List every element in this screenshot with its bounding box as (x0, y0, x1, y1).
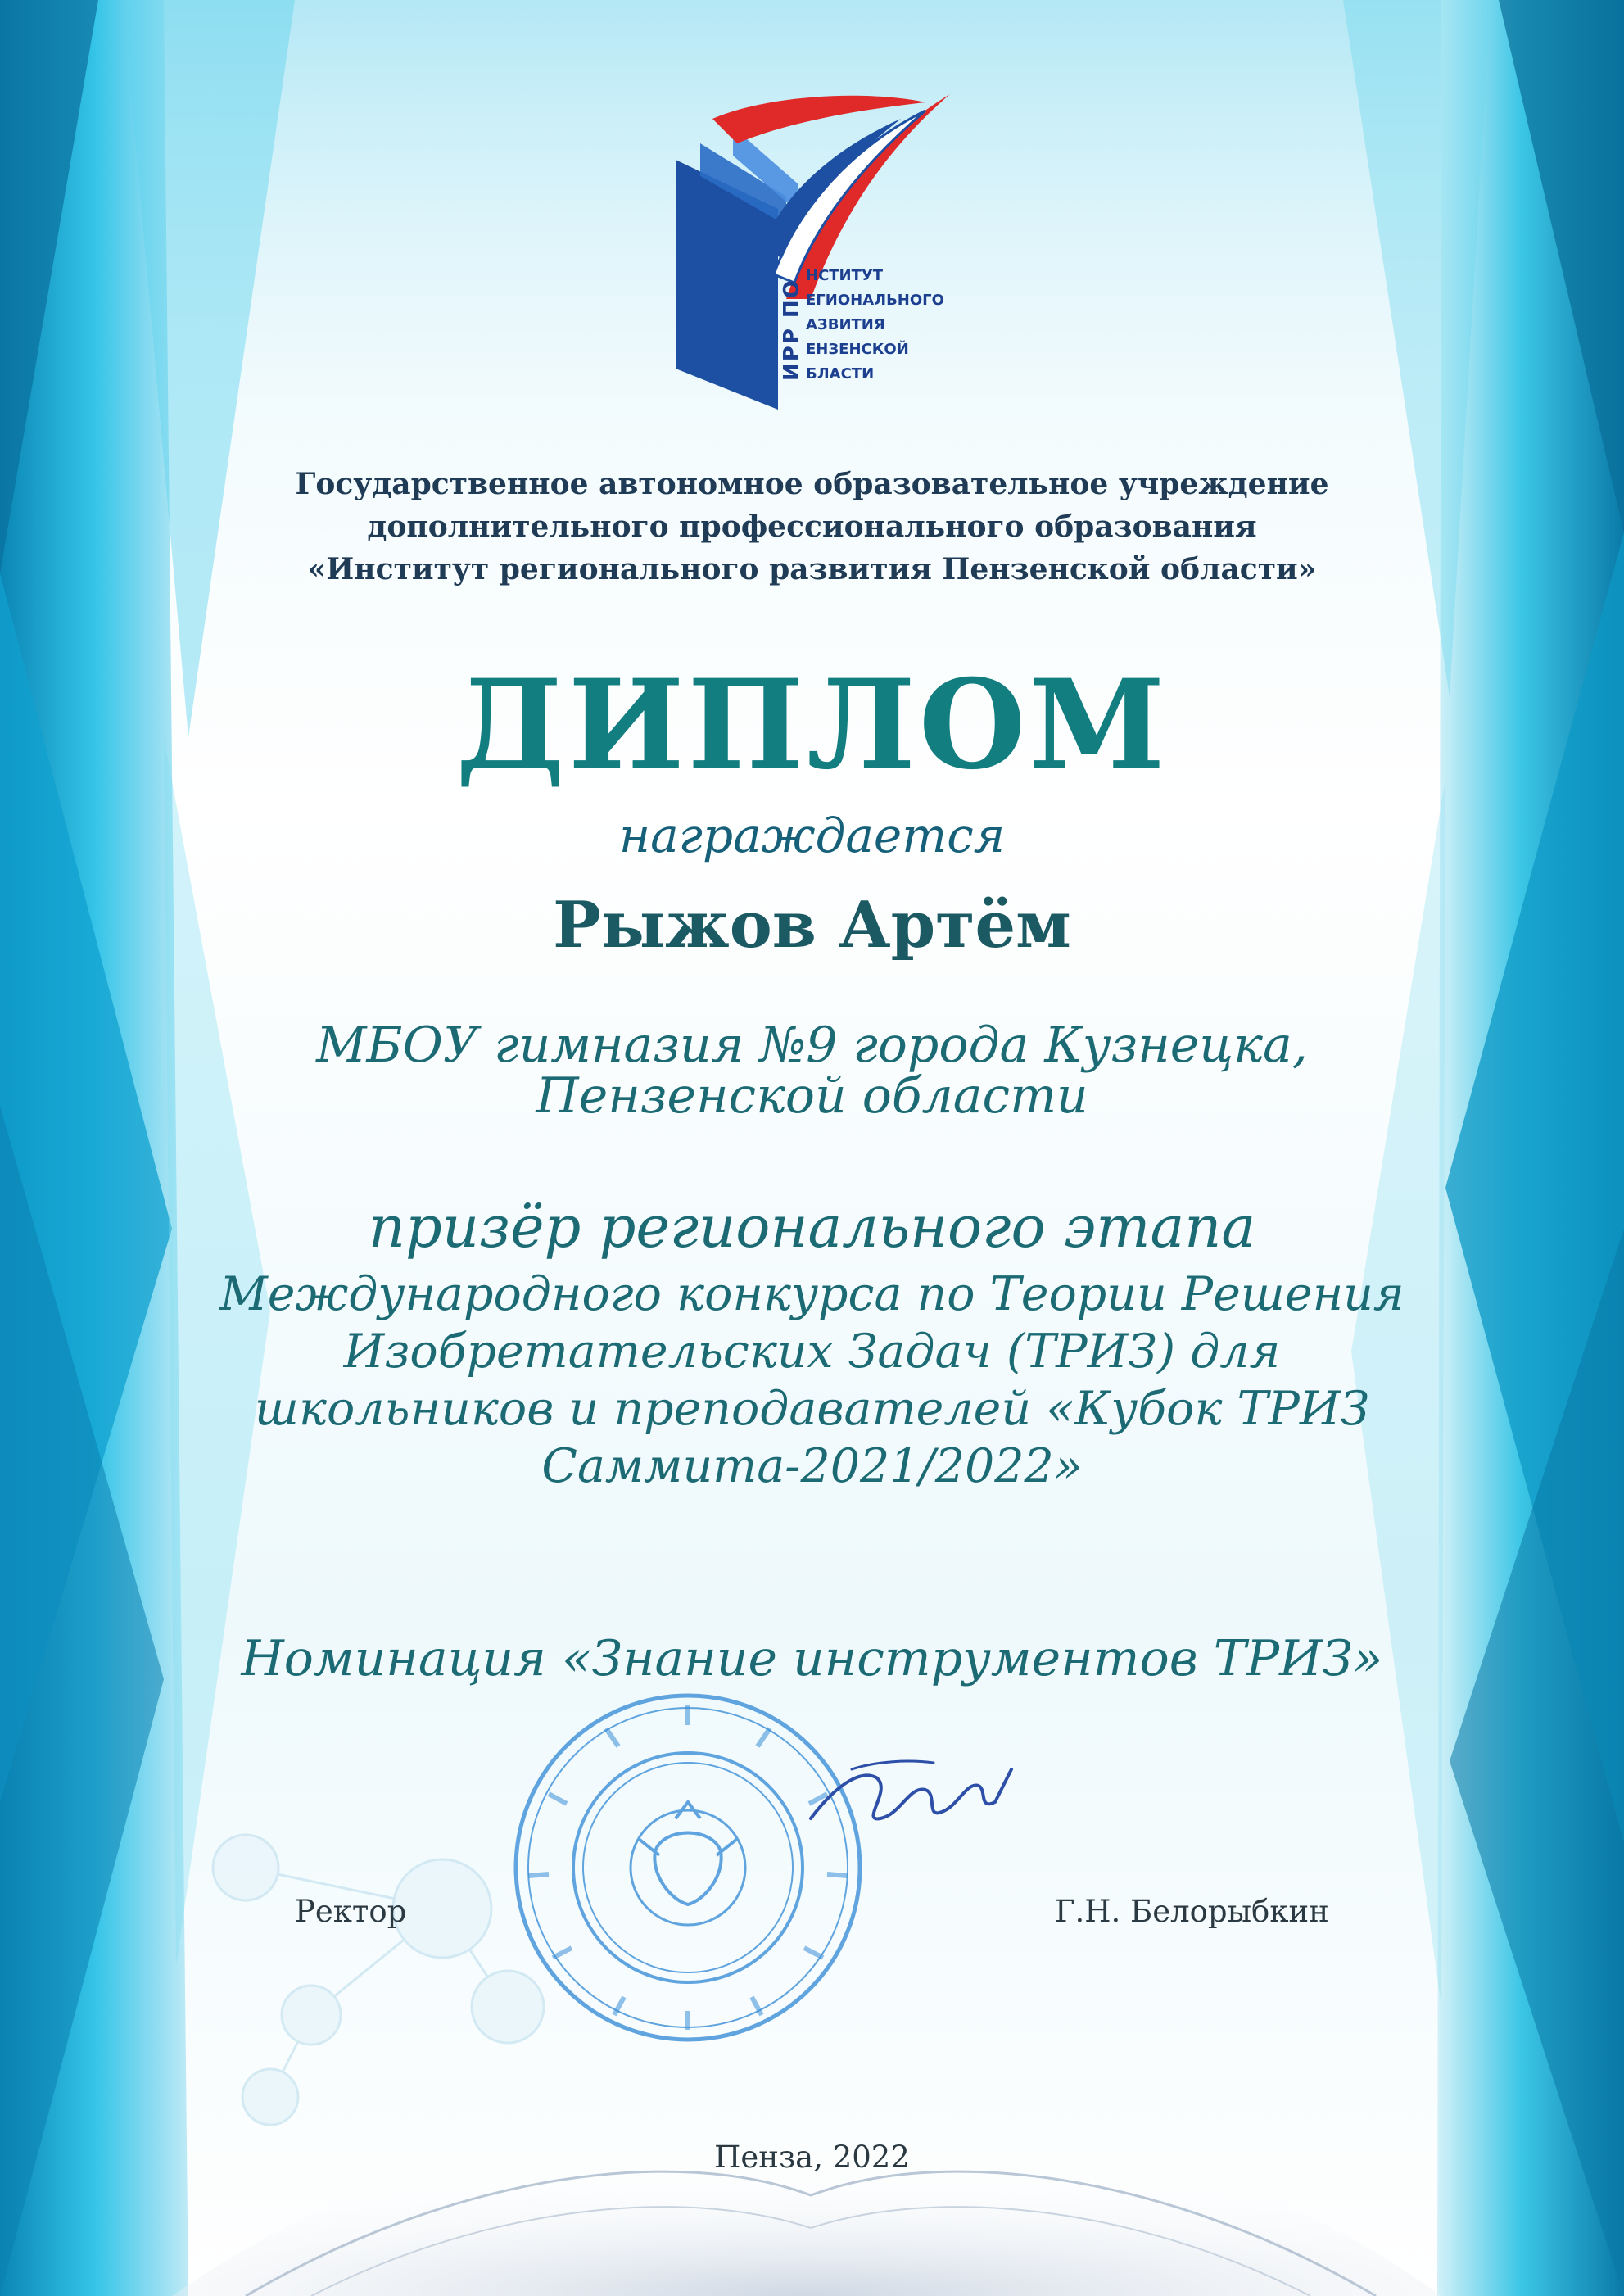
award-place: призёр регионального этапа (368, 1193, 1256, 1261)
logo-text: НСТИТУТ ЕГИОНАЛЬНОГО АЗВИТИЯ ЕНЗЕНСКОЙ БЛАСТИ (806, 267, 944, 383)
nomination: Номинация «Знание инструментов ТРИЗ» (241, 1630, 1383, 1687)
school-name: МБОУ гимназия №9 города Кузнецка, Пензенской области (316, 1017, 1308, 1125)
diploma-title: ДИПЛОМ (455, 653, 1169, 797)
signer-name: Г.Н. Белорыбкин (1055, 1894, 1329, 1929)
logo-vertical-letters: ИРР ПО (780, 279, 804, 381)
official-seal-stamp (508, 1687, 868, 2048)
awarded-label: награждается (618, 808, 1006, 863)
contest-description: Международного конкурса по Теории Решения Изобретательских Задач (ТРИЗ) для школьников и преподавателей «Кубок ТРИЗ Саммита-2021/2022» (219, 1267, 1405, 1493)
place-and-year: Пенза, 2022 (714, 2140, 910, 2175)
rector-signature (803, 1753, 1016, 1843)
rector-title: Ректор (295, 1894, 407, 1929)
organization-name: Государственное автономное образовательное учреждение дополнительного профессионального образования «Институт регионального развития Пензенской области» (295, 467, 1329, 586)
recipient-name: Рыжов Артём (553, 888, 1071, 962)
